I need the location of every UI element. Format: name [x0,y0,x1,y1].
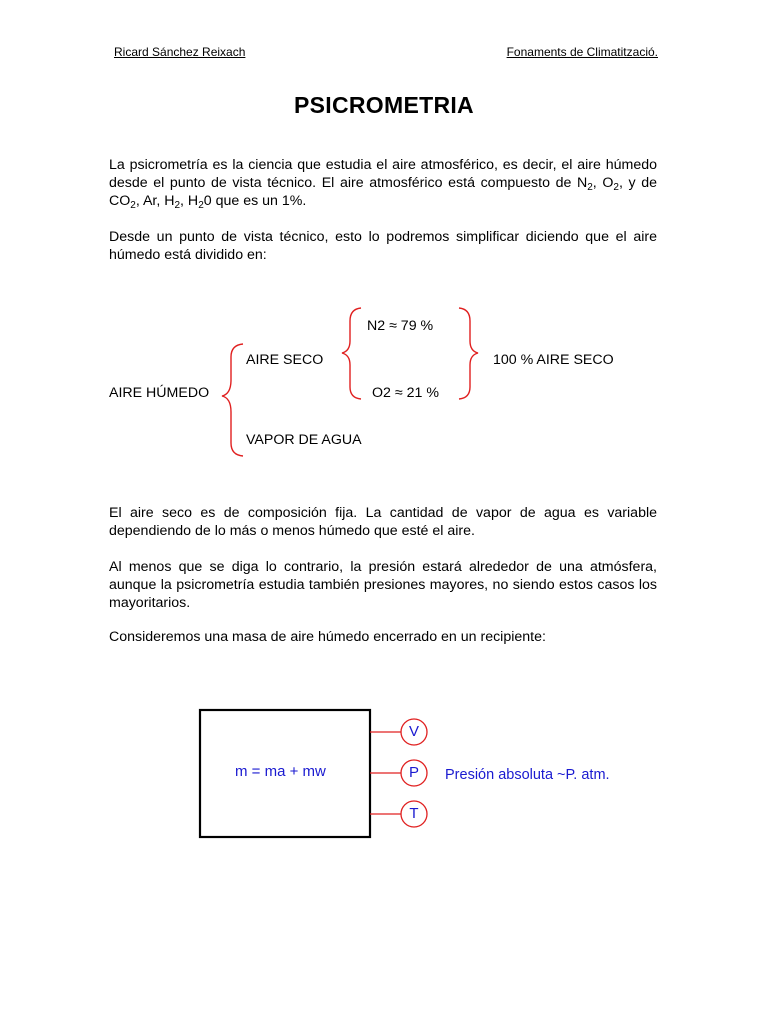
mass-equation: m = ma + mw [235,763,326,780]
aire-seco-label: AIRE SECO [246,352,324,368]
container-intro-paragraph: Consideremos una masa de aire húmedo encerrado en un recipiente: [109,629,546,645]
volume-label: V [408,723,419,740]
simplification-paragraph: Desde un punto de vista técnico, esto lo podremos simplificar diciendo que el aire húmedo está dividido en: [109,229,657,263]
page-title: PSICROMETRIA [294,92,474,118]
o2-label: O2 ≈ 21 % [372,385,439,401]
temperature-label: T [409,805,419,822]
aire-humedo-label: AIRE HÚMEDO [109,385,210,401]
header-author: Ricard Sánchez Reixach [114,45,246,59]
n2-label: N2 ≈ 79 % [367,318,434,334]
pressure-paragraph: Al menos que se diga lo contrario, la presión estará alrededor de una atmósfera, aunque la psicrometría estudia también presiones mayores, no siendo estos casos los mayoritarios. [109,559,657,611]
header-course: Fonaments de Climatització. [506,45,658,59]
pressure-label: P [408,764,419,781]
pressure-note: Presión absoluta ~P. atm. [445,767,610,783]
total-label: 100 % AIRE SECO [493,352,614,368]
intro-paragraph: La psicrometría es la ciencia que estudia el aire atmosférico, es decir, el aire húmedo desde el punto de vista técnico. El aire atmosférico está compuesto de $N_2$, $O_2$, y de $CO_2$, Ar, $H_2$, $H_20$ que es un 1%. [109,157,657,211]
vapor-de-agua-label: VAPOR DE AGUA [246,432,362,448]
dry-air-paragraph: El aire seco es de composición fija. La cantidad de vapor de agua es variable dependiendo de lo más o menos húmedo que esté el aire. [109,505,657,539]
